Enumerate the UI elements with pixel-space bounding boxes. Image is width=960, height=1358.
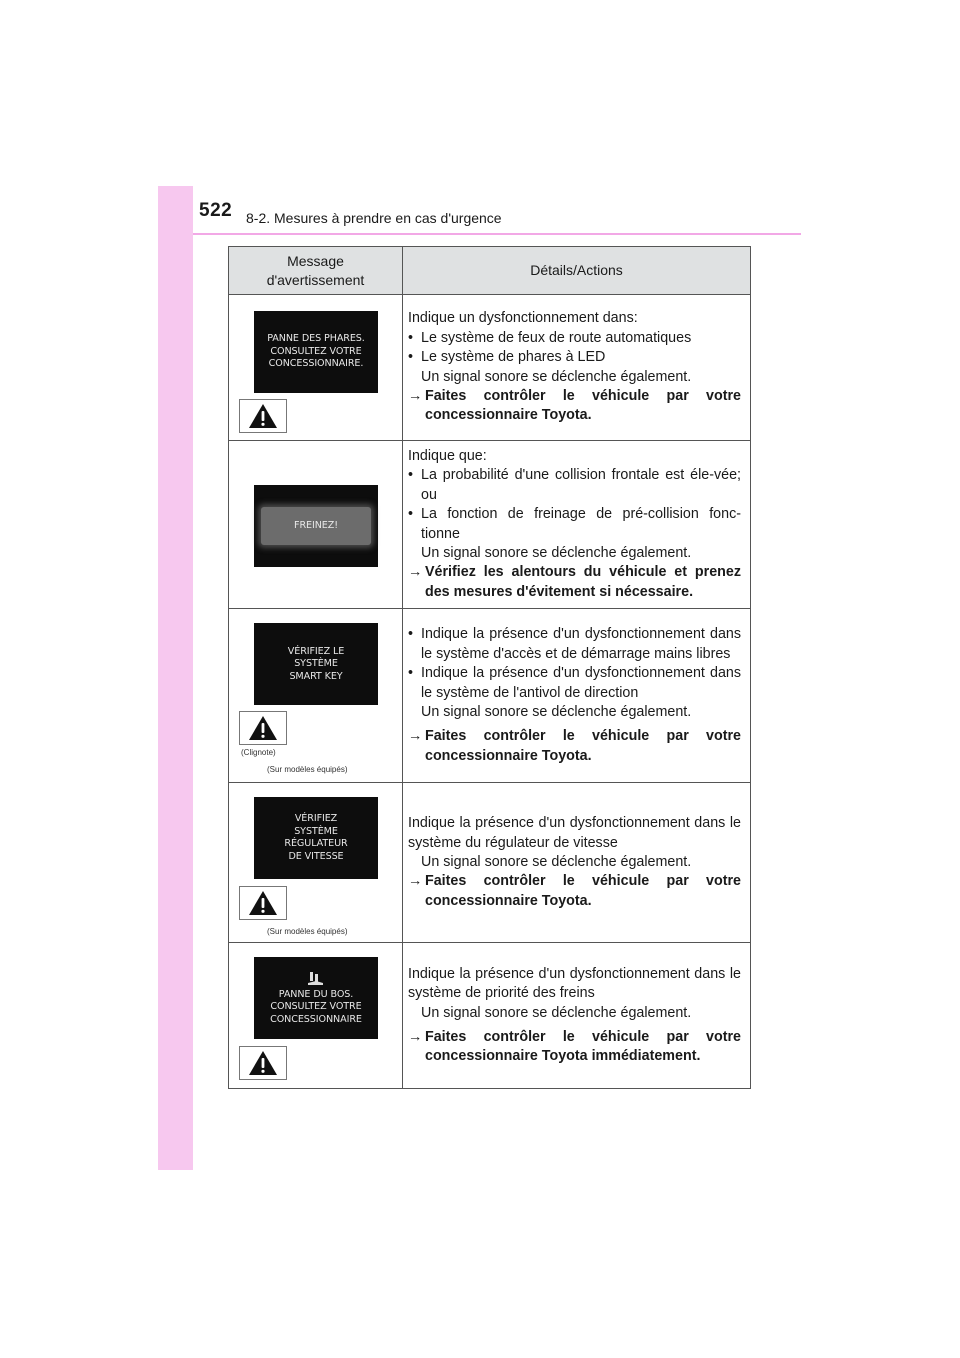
action-text: → Faites contrôler le véhicule par votre concessionnaire Toyota. [408,728,741,764]
section-title: 8-2. Mesures à prendre en cas d'urgence [246,210,502,226]
intro-text: Indique que: [408,448,487,464]
list-item: • La probabilité d'une collision frontale est éle-vée; ou [408,467,741,503]
screen-text: PANNE DES PHARES. CONSULTEZ VOTRE CONCESSIONNAIRE. [267,333,365,370]
action-text: → Vérifiez les alentours du véhicule et prenez des mesures d'évitement si nécessaire. [408,564,741,600]
footnote: (Sur modèles équipés) [267,765,348,775]
sidebar-tab [158,186,193,1170]
table-row [229,943,751,1089]
screen-text: FREINEZ! [294,519,338,531]
table-row [229,609,751,783]
display-screen [254,623,378,705]
note-text: Un signal sonore se déclenche également. [421,703,692,720]
action-text: → Faites contrôler le véhicule par votre concessionnaire Toyota. [408,387,741,424]
table-header-row [229,247,751,295]
note-text: Un signal sonore se déclenche également. [421,854,692,871]
warning-triangle-icon [239,886,287,920]
brake-alert-box [261,507,371,545]
intro-text: Indique la présence d'un dysfonctionnement dans le système du régulateur de vitesse [408,815,741,851]
page-number: 522 [199,200,233,221]
action-text: → Faites contrôler le véhicule par votre concessionnaire Toyota. [408,873,741,909]
warning-message-table [228,246,751,1089]
screen-text: VÉRIFIEZ SYSTÈME RÉGULATEUR DE VITESSE [284,813,348,862]
table-row [229,441,751,609]
note-text: Un signal sonore se déclenche également. [421,1004,692,1021]
details-cell [403,783,751,943]
note-text: Un signal sonore se déclenche également. [421,368,692,385]
message-cell [229,783,403,943]
details-cell [403,609,751,783]
list-item: • Indique la présence d'un dysfonctionnement dans le système de l'antivol de direction [408,665,741,701]
warning-triangle-icon [239,399,287,433]
screen-text: VÉRIFIEZ LE SYSTÈME SMART KEY [287,645,345,682]
header-rule [193,233,801,235]
header-details: Détails/Actions [403,247,751,295]
details-cell [403,441,751,609]
header-message: Message d'avertissement [229,247,403,295]
display-screen [254,485,378,567]
display-screen [254,797,378,879]
list-item: • Le système de feux de route automatiques [408,329,692,346]
list-item: • La fonction de freinage de pré-collision fonc-tionne [408,506,741,542]
message-cell [229,441,403,609]
warning-triangle-icon [239,711,287,745]
blink-label: (Clignote) [241,748,276,758]
footnote: (Sur modèles équipés) [267,927,348,937]
intro-text: Indique un dysfonctionnement dans: [408,310,638,327]
message-cell [229,609,403,783]
display-screen [254,957,378,1039]
message-cell [229,295,403,441]
details-cell [403,295,751,441]
action-text: → Faites contrôler le véhicule par votre concessionnaire Toyota immédiatement. [408,1028,741,1065]
table-row [229,783,751,943]
brake-pedal-icon [306,971,326,987]
warning-triangle-icon [239,1046,287,1080]
details-cell [403,943,751,1089]
list-item: • Indique la présence d'un dysfonctionnement dans le système d'accès et de démarrage mains libres [408,626,741,662]
screen-text: PANNE DU BOS. CONSULTEZ VOTRE CONCESSIONNAIRE [270,988,362,1025]
display-screen [254,311,378,393]
intro-text: Indique la présence d'un dysfonctionnement dans le système de priorité des freins [408,965,741,1002]
message-cell [229,943,403,1089]
table-row [229,295,751,441]
list-item: • Le système de phares à LED [408,349,606,366]
note-text: Un signal sonore se déclenche également. [421,545,692,562]
